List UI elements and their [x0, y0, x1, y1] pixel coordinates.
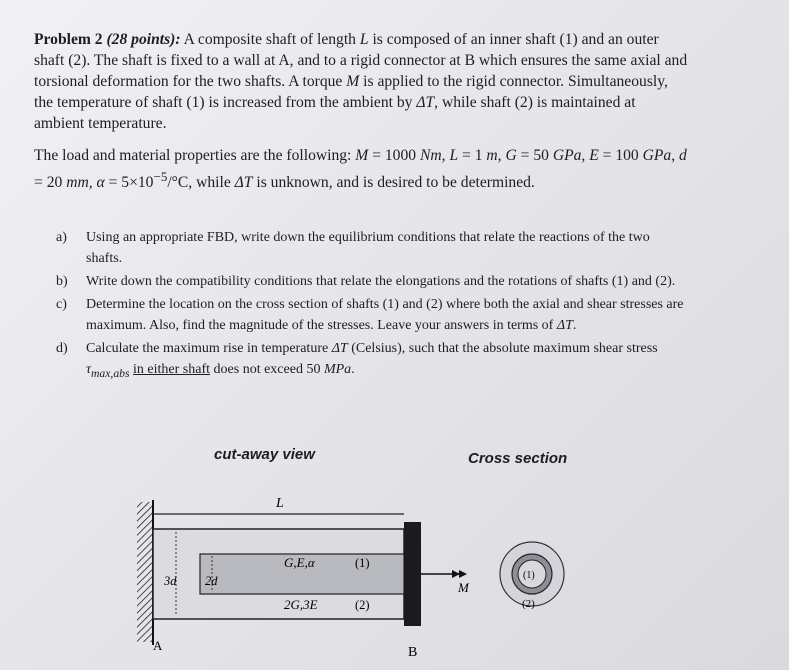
outer-shaft-properties: 2G,3E	[284, 597, 318, 612]
cross-section-outer-label: (2)	[522, 598, 535, 610]
torque-label: M	[458, 580, 469, 595]
problem-title: Problem 2	[34, 31, 103, 48]
problem-statement: Problem 2 (28 points): A composite shaft of length L is composed of an inner shaft (1) and an outer shaft (2). The shaft is fixed to a wall at A, and to a rigid connector at B which ensures the same axial and torsional deformation for the two shafts. A torque M is applied to the rigid connector. Simultaneously, the temperature of shaft (1) is increased from the ambient by ΔT, while shaft (2) is maintained at ambient temperature.	[34, 31, 688, 132]
wall-hatch	[137, 502, 153, 642]
cutaway-title: cut-away view	[214, 446, 315, 463]
cross-section-inner-label: (1)	[523, 570, 535, 581]
question-a: a) Using an appropriate FBD, write down the equilibrium conditions that relate the reactions of the two shafts.	[56, 230, 650, 266]
problem-points: (28 points):	[106, 31, 181, 48]
material-properties: The load and material properties are the following: M = 1000 Nm, L = 1 m, G = 50 GPa, E = 100 GPa, d = 20 mm, $\alpha = 5\times 10^{-5}/^\circ C$, while ΔT is unknown, and is desired to be determined.	[34, 147, 687, 192]
wall-label: A	[153, 638, 163, 653]
question-b: b) Write down the compatibility conditions that relate the elongations and the rotations of shafts (1) and (2).	[56, 274, 676, 289]
cross-section-title: Cross section	[468, 450, 568, 467]
inner-diameter-label: 2d	[205, 574, 218, 588]
outer-shaft-id: (2)	[355, 598, 370, 612]
question-c: c) Determine the location on the cross section of shafts (1) and (2) where both the axial and shear stresses are maximum. Also, find the magnitude of the stresses. Leave your answers in terms of ΔT.	[56, 297, 684, 333]
connector-label: B	[408, 645, 418, 660]
length-label: L	[276, 496, 284, 511]
question-d: d) Calculate the maximum rise in temperature ΔT (Celsius), such that the absolute maximum shear stress $\tau_{max,abs}$ in either shaft does not exceed 50 MPa.	[56, 341, 658, 380]
rigid-connector	[404, 522, 421, 626]
outer-diameter-label: 3d	[164, 574, 177, 588]
inner-shaft-properties: G,E,α	[284, 555, 315, 570]
torque-arrow-icon	[452, 570, 467, 578]
inner-shaft-id: (1)	[355, 556, 370, 570]
